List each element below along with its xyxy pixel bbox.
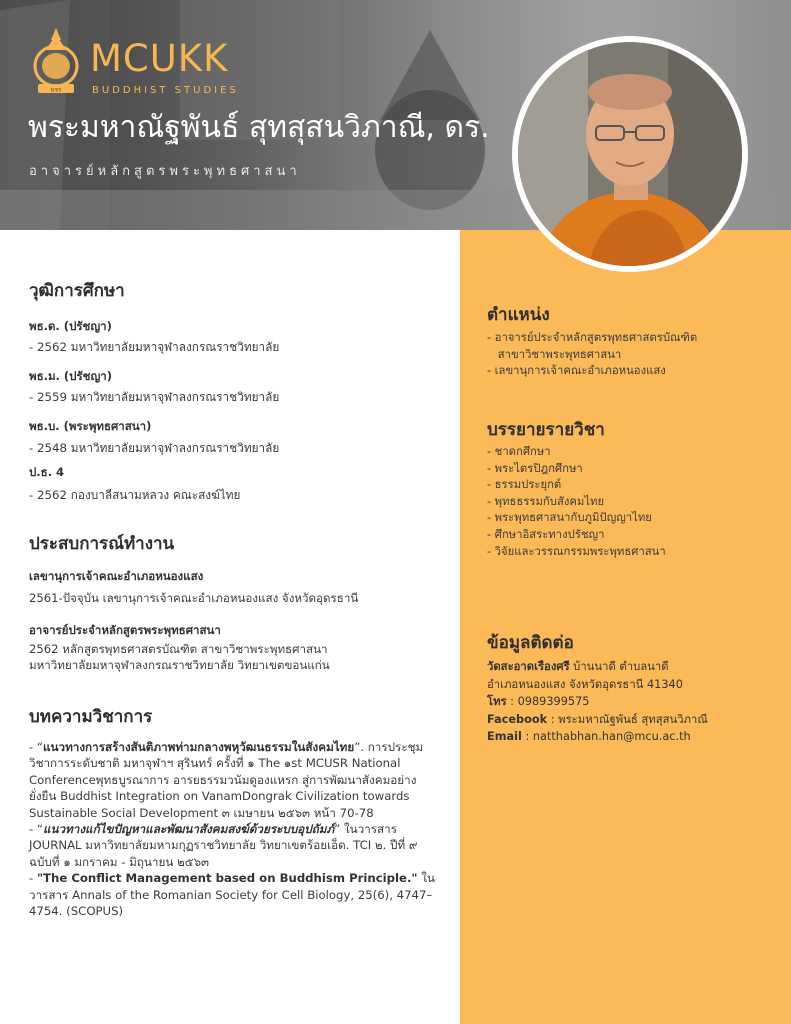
email-address: : natthabhan.han@mcu.ac.th — [521, 730, 691, 743]
contact-info — [487, 658, 782, 746]
profile-photo — [512, 36, 748, 272]
courses-heading: บรรยายรายวิชา — [487, 420, 605, 440]
phone-label: โทร — [487, 695, 507, 708]
temple-name: วัดสะอาดเรืองศรี — [487, 660, 570, 673]
experience-heading: ประสบการณ์ทำงาน — [29, 534, 175, 554]
list-item: - ชาดกศึกษา — [487, 445, 551, 458]
list-item: - พระไตรปิฎกศึกษา — [487, 461, 583, 475]
facebook-label: Facebook — [487, 712, 548, 726]
contact-heading: ข้อมูลติดต่อ — [487, 633, 574, 653]
list-item: - ศึกษาอิสระทางปรัชญา — [487, 527, 605, 541]
position-heading: ตำแหน่ง — [487, 305, 550, 325]
svg-text:มจร: มจร — [50, 86, 62, 94]
brand-name: MCUKK — [90, 37, 229, 80]
work-detail: 2562 หลักสูตรพุทธศาสตรบัณฑิต สาขาวิชาพระพุทธศาสนา มหาวิทยาลัยมหาจุฬาลงกรณราชวิทยาลัย วิทยาเขตขอนแก่น — [29, 642, 330, 672]
email-label: Email — [487, 730, 522, 743]
article-item — [29, 870, 439, 919]
list-item: สาขาวิชาพระพุทธศาสนา — [487, 347, 622, 361]
person-name: พระมหาณัฐพันธ์ สุทสุสนวิภาณี, ดร. — [28, 110, 490, 145]
work-detail: 2561-ปัจจุบัน เลขานุการเจ้าคณะอำเภอหนองแสง จังหวัดอุดรธานี — [29, 591, 359, 605]
address-line-2: อำเภอหนองแสง จังหวัดอุดรธานี 41340 — [487, 677, 683, 691]
article-citation: ในวารสาร Annals of the Romanian Society for Cell Biology, 25(6), 4747–4754. (SCOPUS) — [29, 871, 435, 919]
article-title: "The Conflict Management based on Buddhism Principle." — [36, 871, 418, 886]
list-item: - พุทธธรรมกับสังคมไทย — [487, 494, 605, 508]
article-citation: ” ในวารสาร JOURNAL มหาวิทยาลัยมหามกุฏราชวิทยาลัย วิทยาเขตร้อยเอ็ด. TCI ๒. ปีที่ ๙ ฉบับที่ ๑ มกราคม - มิถุนายน ๒๕๖๓ — [29, 822, 418, 869]
articles-list — [29, 739, 439, 919]
article-title: แนวทางการสร้างสันติภาพท่ามกลางพหุวัฒนธรรมในสังคมไทย — [43, 740, 355, 754]
education-degree: พธ.ด. (ปรัชญา) — [29, 319, 112, 333]
position-list — [487, 330, 777, 380]
list-item: - ธรรมประยุกต์ — [487, 478, 562, 492]
list-item: - เลขานุการเจ้าคณะอำเภอหนองแสง — [487, 364, 666, 378]
brand-subtitle: BUDDHIST STUDIES — [92, 85, 239, 96]
articles-heading: บทความวิชาการ — [29, 707, 153, 727]
person-title: อาจารย์หลักสูตรพระพุทธศาสนา — [29, 164, 301, 179]
education-degree: พธ.บ. (พระพุทธศาสนา) — [29, 419, 152, 433]
article-citation: ”. การประชุมวิชาการระดับชาติ มหาจุฬาฯ สุรินทร์ ครั้งที่ ๑ The ๑st MCUSR National Conferenceพุทธบูรณาการ อารยธรรมวนัมดูองแหรก สู่การพัฒนาสังคมอย่างยั่งยืน Buddhist Integration on VanamDongrak Civilization towards Sustainable Social Development ๓ เมษายน ๒๕๖๓ หน้า 70-78 — [29, 740, 424, 820]
education-detail: - 2562 กองบาลีสนามหลวง คณะสงฆ์ไทย — [29, 488, 241, 502]
phone-number: : 0989399575 — [506, 695, 590, 708]
education-heading: วุฒิการศึกษา — [29, 281, 125, 301]
article-item — [29, 739, 439, 821]
courses-list — [487, 444, 777, 560]
list-item: - วิจัยและวรรณกรรมพระพุทธศาสนา — [487, 544, 666, 558]
article-prefix: - “ — [29, 740, 43, 754]
mcu-emblem-logo — [30, 28, 82, 96]
education-detail: - 2559 มหาวิทยาลัยมหาจุฬาลงกรณราชวิทยาลัย — [29, 390, 280, 404]
list-item: - พระพุทธศาสนากับภูมิปัญญาไทย — [487, 511, 652, 525]
work-role: อาจารย์ประจำหลักสูตรพระพุทธศาสนา — [29, 623, 221, 637]
education-detail: - 2548 มหาวิทยาลัยมหาจุฬาลงกรณราชวิทยาลัย — [29, 441, 280, 455]
article-title: แนวทางแก้ไขปัญหาและพัฒนาสังคมสงฆ์ด้วยระบบอุปถัมภ์ — [43, 822, 335, 837]
education-degree: พธ.ม. (ปรัชญา) — [29, 369, 112, 383]
monk-portrait-image — [518, 42, 742, 266]
address-line-1: บ้านนาดี ตำบลนาดี — [569, 660, 669, 673]
education-degree: ป.ธ. 4 — [29, 465, 65, 479]
facebook-name: : พระมหาณัฐพันธ์ สุทสุสนวิภาณี — [547, 712, 708, 726]
education-detail: - 2562 มหาวิทยาลัยมหาจุฬาลงกรณราชวิทยาลัย — [29, 340, 280, 354]
work-role: เลขานุการเจ้าคณะอำเภอหนองแสง — [29, 569, 204, 583]
article-item — [29, 821, 439, 870]
article-prefix: - — [29, 871, 37, 886]
list-item: - อาจารย์ประจำหลักสูตรพุทธศาสตรบัณฑิต — [487, 331, 698, 344]
article-prefix: - “ — [29, 822, 43, 837]
